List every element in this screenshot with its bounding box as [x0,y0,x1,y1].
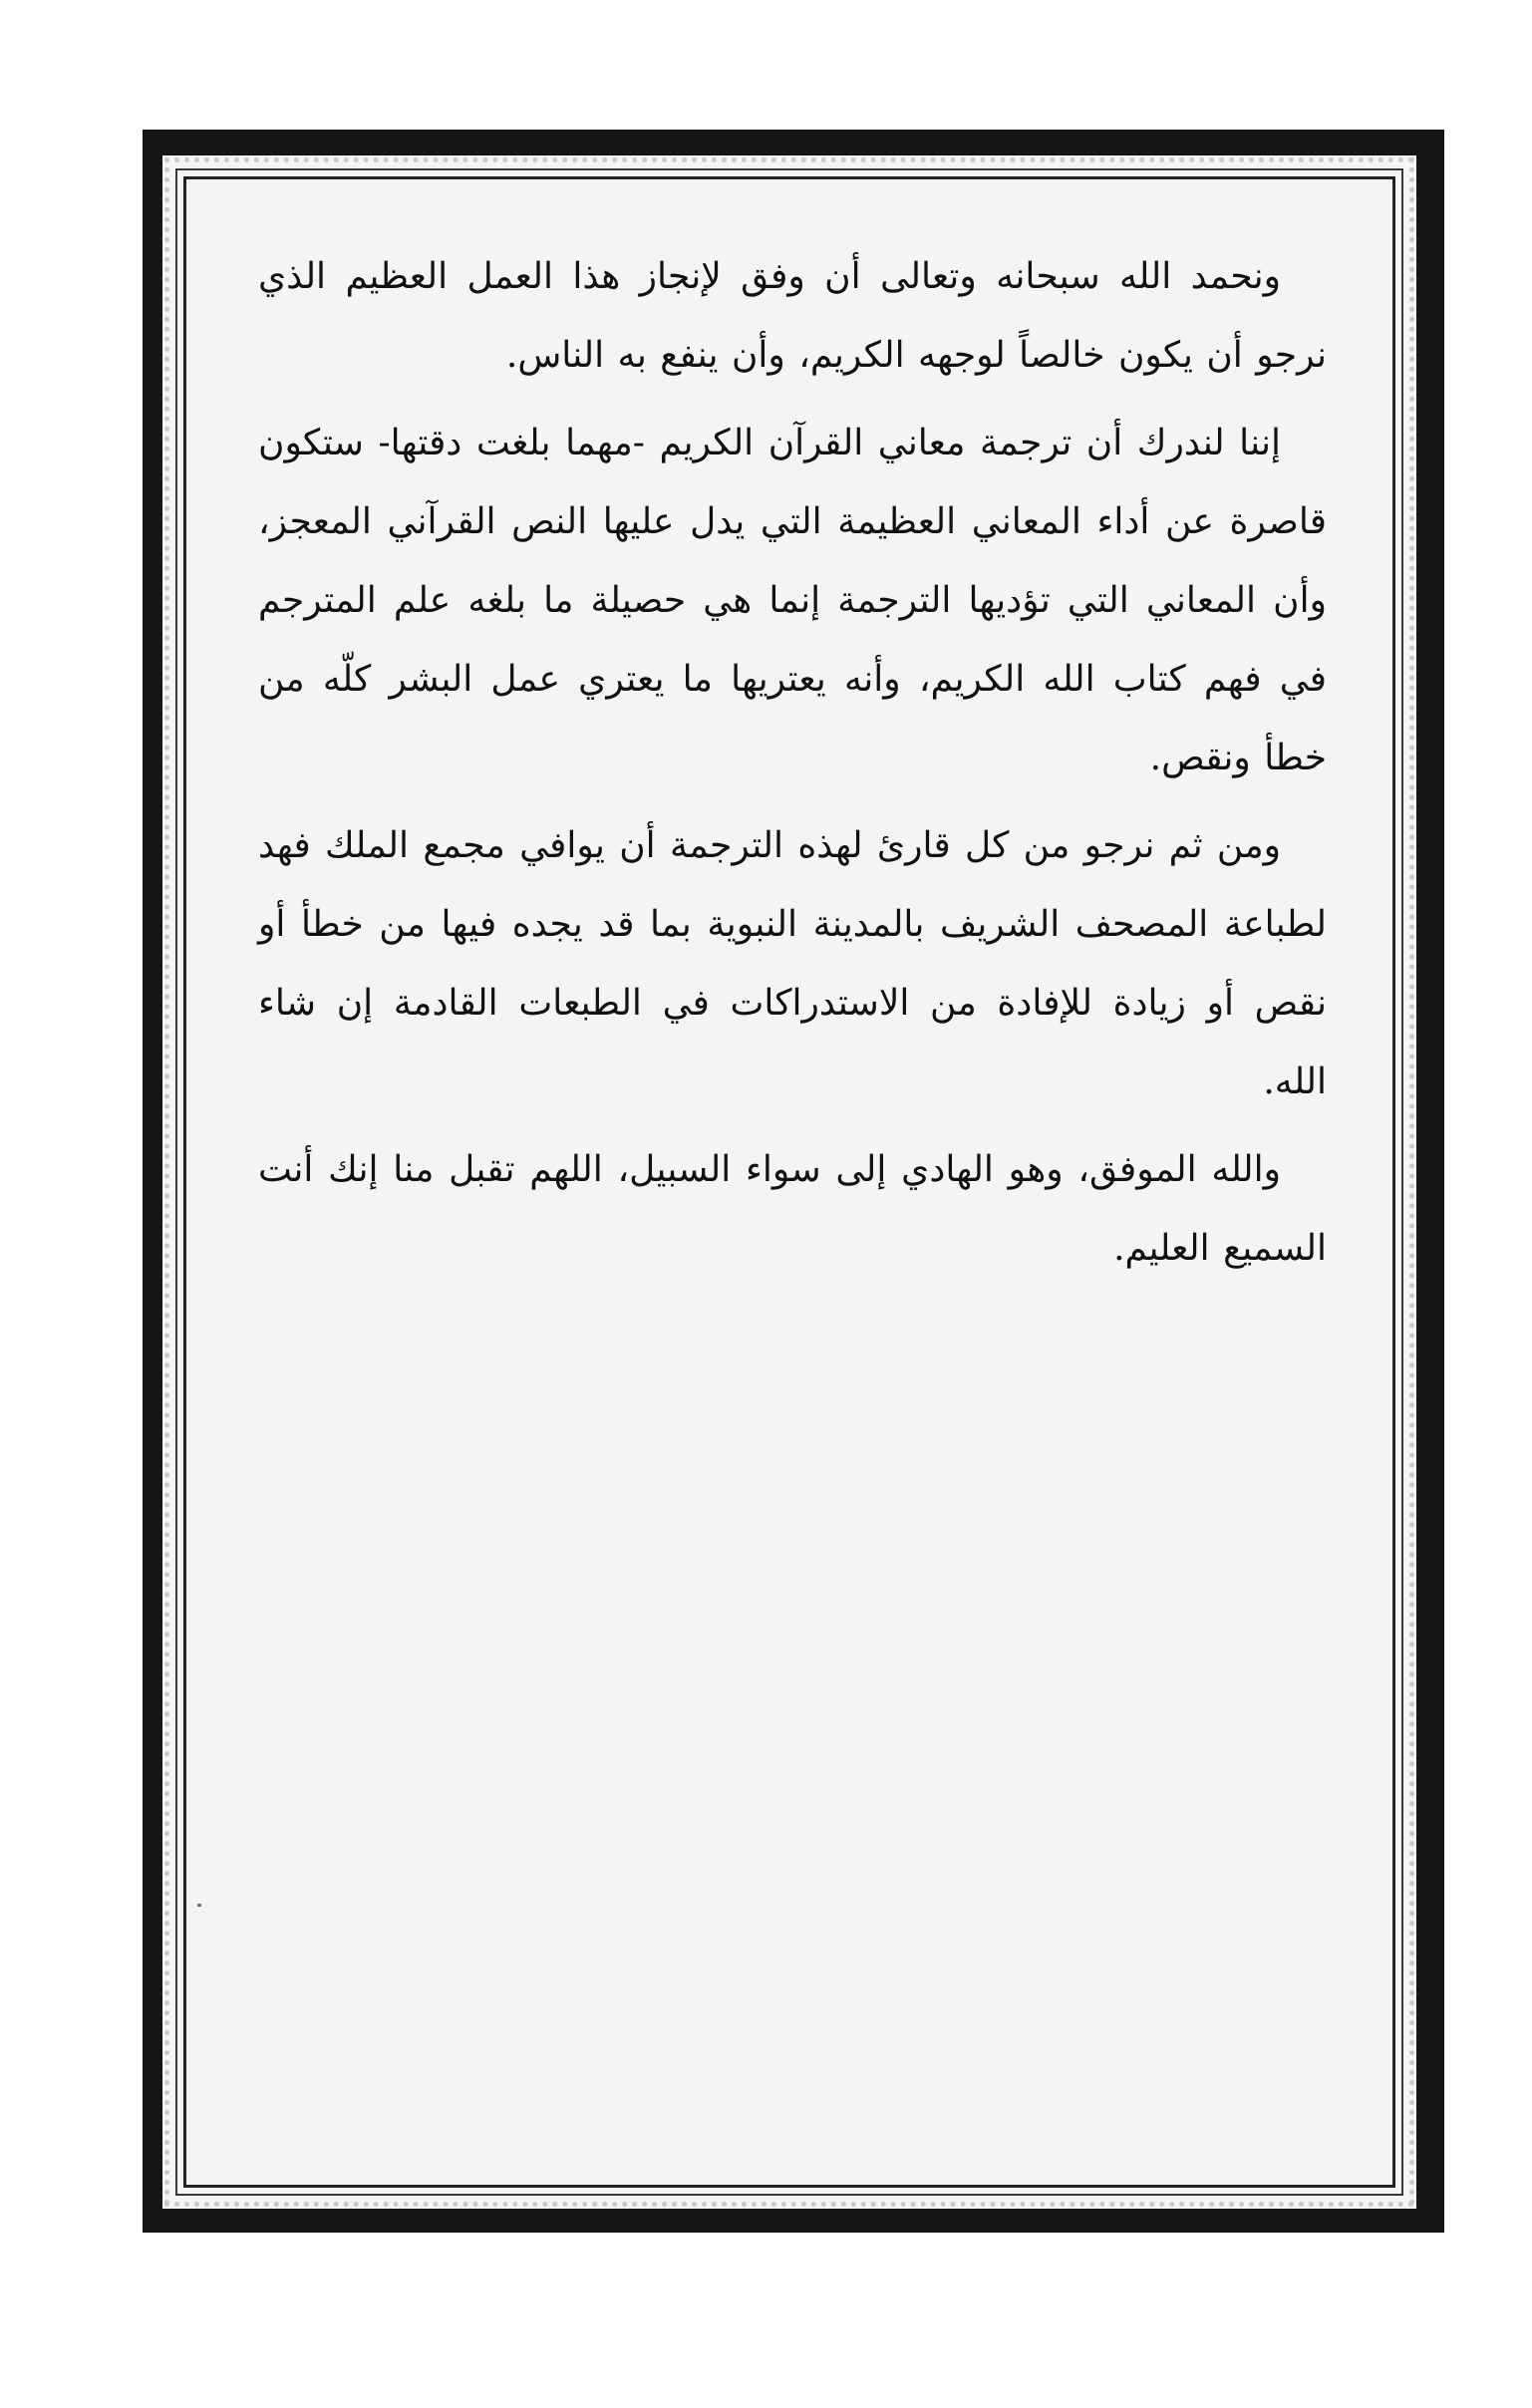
paragraph-closing-prayer: والله الموفق، وهو الهادي إلى سواء السبيل، اللهم تقبل منا إنك أنت السميع العليم. [258,1149,1327,1269]
paragraph-praise: ونحمد الله سبحانه وتعالى أن وفق لإنجاز هذا العمل العظيم الذي نرجو أن يكون خالصاً لوجهه الكريم، وأن ينفع به الناس. [258,256,1327,376]
page-body-text [258,237,1327,1297]
scan-speck [197,1904,201,1907]
paragraph-translation-limits: إننا لندرك أن ترجمة معاني القرآن الكريم -مهما بلغت دقتها- ستكون قاصرة عن أداء المعاني العظيمة التي يدل عليها النص القرآني المعجز، وأن المعاني التي تؤديها الترجمة إنما هي حصيلة ما بلغه علم المترجم في فهم كتاب الله الكريم، وأنه يعتريها ما يعتري عمل البشر كلّه من خطأ ونقص. [258,423,1327,778]
paragraph-reader-request: ومن ثم نرجو من كل قارئ لهذه الترجمة أن يوافي مجمع الملك فهد لطباعة المصحف الشريف بالمدينة النبوية بما قد يجده فيها من خطأ أو نقص أو زيادة للإفادة من الاستدراكات في الطبعات القادمة إن شاء الله. [258,825,1327,1102]
